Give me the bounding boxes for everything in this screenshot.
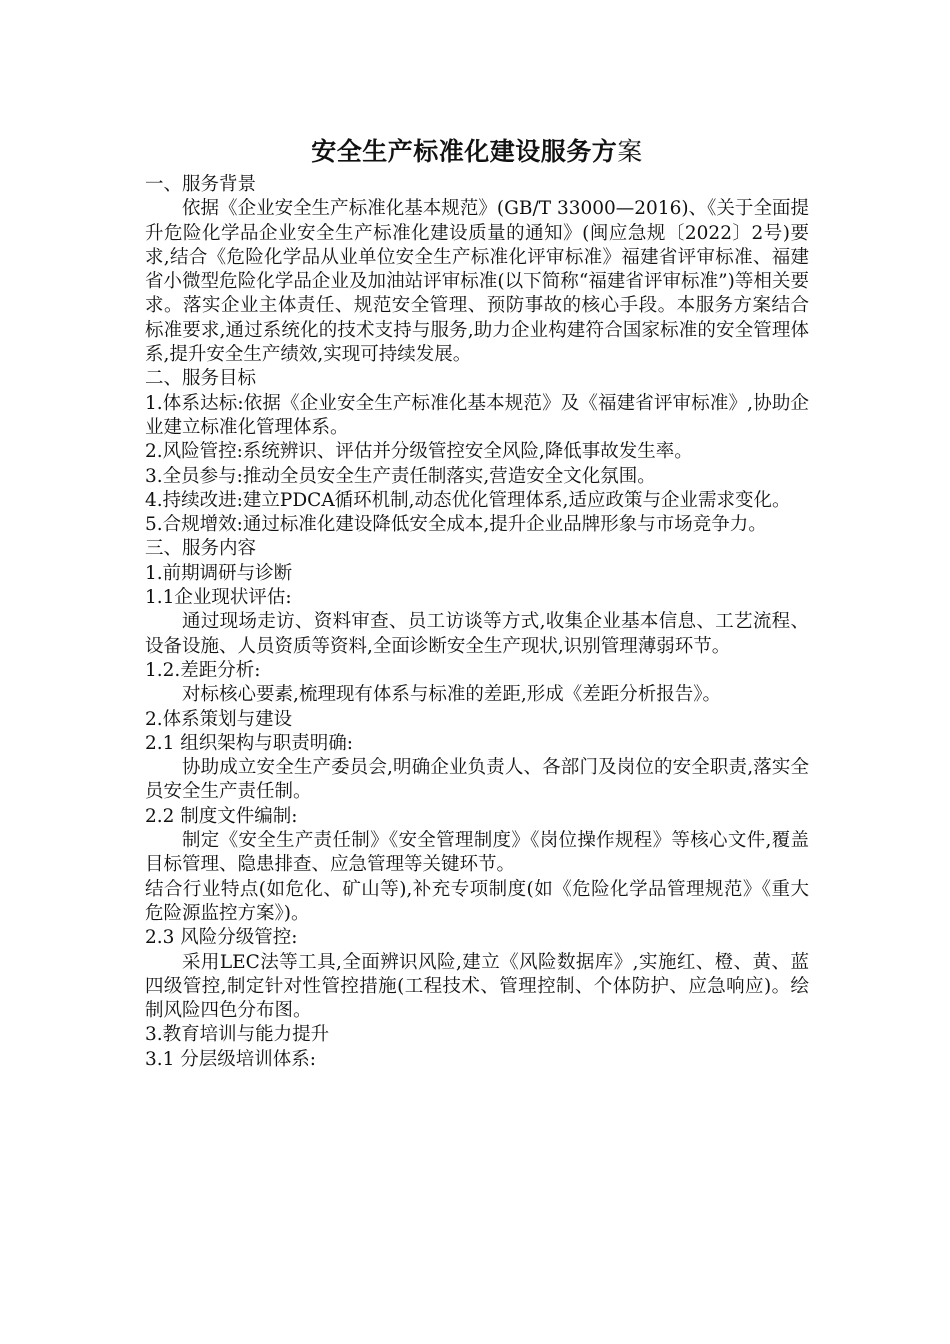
section-heading-goals: 二、服务目标 bbox=[145, 368, 257, 390]
document-title bbox=[145, 133, 809, 171]
goal-item-5: 5.合规增效:通过标准化建设降低安全成本,提升企业品牌形象与市场竞争力。 bbox=[145, 514, 767, 536]
subsection-heading-2: 2.体系策划与建设 bbox=[145, 708, 293, 730]
goal-item-1: 1.体系达标:依据《企业安全生产标准化基本规范》及《福建省评审标准》,协助企业建立标准化管理体系。 bbox=[145, 392, 809, 438]
item-heading-3-1: 3.1 分层级培训体系: bbox=[145, 1048, 317, 1070]
item-heading-2-3: 2.3 风险分级管控: bbox=[145, 927, 298, 949]
goal-item-2: 2.风险管控:系统辨识、评估并分级管控安全风险,降低事故发生率。 bbox=[145, 441, 693, 463]
item-heading-1-2: 1.2.差距分析: bbox=[145, 659, 261, 681]
goal-item-3: 3.全员参与:推动全员安全生产责任制落实,营造安全文化氛围。 bbox=[145, 465, 656, 487]
goal-item-4: 4.持续改进:建立PDCA循环机制,动态优化管理体系,适应政策与企业需求变化。 bbox=[145, 489, 791, 511]
title-main: 安全生产标准化建设服务方 bbox=[311, 137, 618, 166]
paragraph-1-2: 对标核心要素,梳理现有体系与标准的差距,形成《差距分析报告》。 bbox=[182, 684, 722, 706]
section-heading-content: 三、服务内容 bbox=[145, 538, 257, 560]
subsection-heading-1: 1.前期调研与诊断 bbox=[145, 562, 293, 584]
item-heading-1-1: 1.1企业现状评估: bbox=[145, 587, 292, 609]
paragraph-2-2: 制定《安全生产责任制》《安全管理制度》《岗位操作规程》等核心文件,覆盖目标管理、隐患排查、应急管理等关键环节。 bbox=[145, 830, 809, 876]
paragraph-background: 依据《企业安全生产标准化基本规范》(GB/T 33000—2016)、《关于全面提升危险化学品企业安全生产标准化建设质量的通知》(闽应急规〔2022〕2号)要求,结合《危险化学品从业单位安全生产标准化评审标准》福建省评审标准、福建省小微型危险化学品企业及加油站评审标准(以下简称“福建省评审标准”)等相关要求。落实企业主体责任、规范安全管理、预防事故的核心手段。本服务方案结合标准要求,通过系统化的技术支持与服务,助力企业构建符合国家标准的安全管理体系,提升安全生产绩效,实现可持续发展。 bbox=[145, 198, 809, 366]
subsection-heading-3: 3.教育培训与能力提升 bbox=[145, 1024, 330, 1046]
document-body bbox=[145, 133, 809, 1072]
item-heading-2-1: 2.1 组织架构与职责明确: bbox=[145, 732, 354, 754]
paragraph-2-3: 采用LEC法等工具,全面辨识风险,建立《风险数据库》,实施红、橙、黄、蓝四级管控,制定针对性管控措施(工程技术、管理控制、个体防护、应急响应)。绘制风险四色分布图。 bbox=[145, 951, 809, 1022]
paragraph-2-1: 协助成立安全生产委员会,明确企业负责人、各部门及岗位的安全职责,落实全员安全生产责任制。 bbox=[145, 757, 809, 803]
paragraph-1-1: 通过现场走访、资料审查、员工访谈等方式,收集企业基本信息、工艺流程、设备设施、人员资质等资料,全面诊断安全生产现状,识别管理薄弱环节。 bbox=[145, 611, 809, 657]
item-heading-2-2: 2.2 制度文件编制: bbox=[145, 805, 298, 827]
section-heading-background: 一、服务背景 bbox=[145, 174, 257, 195]
paragraph-2-2-extra: 结合行业特点(如危化、矿山等),补充专项制度(如《危险化学品管理规范》《重大危险源监控方案》)。 bbox=[145, 878, 809, 924]
title-tail: 案 bbox=[617, 137, 643, 166]
